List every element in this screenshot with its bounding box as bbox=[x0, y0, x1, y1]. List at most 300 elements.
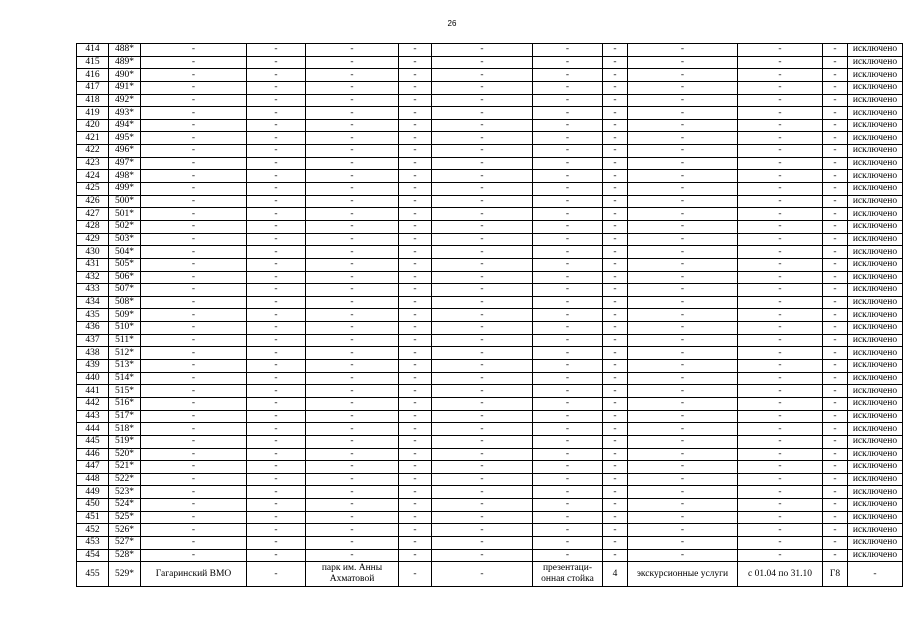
col6-cell: - bbox=[399, 44, 432, 57]
location-cell: - bbox=[306, 145, 399, 158]
status-cell: исключено bbox=[848, 132, 903, 145]
col6-cell: - bbox=[399, 258, 432, 271]
row-index: 452 bbox=[77, 524, 109, 537]
code-cell: - bbox=[823, 44, 848, 57]
count-cell: - bbox=[603, 473, 628, 486]
location-cell: - bbox=[306, 448, 399, 461]
code-cell: - bbox=[823, 271, 848, 284]
location-cell: - bbox=[306, 461, 399, 474]
col7-cell: - bbox=[432, 208, 533, 221]
status-cell: исключено bbox=[848, 145, 903, 158]
code-cell: - bbox=[823, 524, 848, 537]
row-index: 443 bbox=[77, 410, 109, 423]
col6-cell: - bbox=[399, 524, 432, 537]
service-cell: - bbox=[628, 258, 738, 271]
col6-cell: - bbox=[399, 208, 432, 221]
status-cell: исключено bbox=[848, 208, 903, 221]
col4-cell: - bbox=[247, 562, 306, 587]
col4-cell: - bbox=[247, 208, 306, 221]
object-type-cell: - bbox=[533, 246, 603, 259]
col6-cell: - bbox=[399, 81, 432, 94]
code-cell: - bbox=[823, 385, 848, 398]
col7-cell: - bbox=[432, 524, 533, 537]
row-index: 451 bbox=[77, 511, 109, 524]
row-index: 444 bbox=[77, 423, 109, 436]
object-type-cell: - bbox=[533, 284, 603, 297]
count-cell: - bbox=[603, 360, 628, 373]
table-row bbox=[77, 258, 903, 271]
service-cell: - bbox=[628, 473, 738, 486]
row-index: 433 bbox=[77, 284, 109, 297]
col4-cell: - bbox=[247, 448, 306, 461]
location-cell: - bbox=[306, 347, 399, 360]
row-index: 436 bbox=[77, 322, 109, 335]
object-type-cell: - bbox=[533, 486, 603, 499]
period-cell: - bbox=[738, 296, 823, 309]
district-cell: - bbox=[141, 511, 247, 524]
count-cell: - bbox=[603, 145, 628, 158]
location-cell: - bbox=[306, 334, 399, 347]
status-cell: исключено bbox=[848, 397, 903, 410]
row-index: 446 bbox=[77, 448, 109, 461]
table-row bbox=[77, 132, 903, 145]
col7-cell: - bbox=[432, 347, 533, 360]
service-cell: - bbox=[628, 397, 738, 410]
table-row bbox=[77, 170, 903, 183]
col4-cell: - bbox=[247, 549, 306, 562]
code-cell: - bbox=[823, 397, 848, 410]
service-cell: - bbox=[628, 183, 738, 196]
count-cell: - bbox=[603, 461, 628, 474]
row-index: 427 bbox=[77, 208, 109, 221]
status-cell: исключено bbox=[848, 183, 903, 196]
code-cell: - bbox=[823, 486, 848, 499]
service-cell: - bbox=[628, 56, 738, 69]
object-type-cell: - bbox=[533, 360, 603, 373]
location-cell: - bbox=[306, 220, 399, 233]
object-type-cell: - bbox=[533, 56, 603, 69]
service-cell: - bbox=[628, 536, 738, 549]
row-index: 422 bbox=[77, 145, 109, 158]
col4-cell: - bbox=[247, 385, 306, 398]
district-cell: - bbox=[141, 322, 247, 335]
count-cell: - bbox=[603, 44, 628, 57]
col7-cell: - bbox=[432, 220, 533, 233]
district-cell: - bbox=[141, 372, 247, 385]
col4-cell: - bbox=[247, 347, 306, 360]
col4-cell: - bbox=[247, 536, 306, 549]
row-number: 494* bbox=[109, 119, 141, 132]
row-number: 502* bbox=[109, 220, 141, 233]
district-cell: - bbox=[141, 107, 247, 120]
col7-cell: - bbox=[432, 511, 533, 524]
district-cell: - bbox=[141, 132, 247, 145]
count-cell: - bbox=[603, 486, 628, 499]
status-cell: исключено bbox=[848, 119, 903, 132]
district-cell: - bbox=[141, 157, 247, 170]
district-cell: - bbox=[141, 296, 247, 309]
location-cell: - bbox=[306, 132, 399, 145]
col6-cell: - bbox=[399, 94, 432, 107]
col7-cell: - bbox=[432, 132, 533, 145]
table-row bbox=[77, 44, 903, 57]
location-cell: - bbox=[306, 423, 399, 436]
object-type-cell: - bbox=[533, 410, 603, 423]
row-number: 521* bbox=[109, 461, 141, 474]
col4-cell: - bbox=[247, 284, 306, 297]
status-cell: исключено bbox=[848, 372, 903, 385]
service-cell: - bbox=[628, 132, 738, 145]
district-cell: - bbox=[141, 524, 247, 537]
status-cell: исключено bbox=[848, 549, 903, 562]
location-cell: - bbox=[306, 157, 399, 170]
col7-cell: - bbox=[432, 385, 533, 398]
col4-cell: - bbox=[247, 56, 306, 69]
col4-cell: - bbox=[247, 119, 306, 132]
row-index: 420 bbox=[77, 119, 109, 132]
row-index: 416 bbox=[77, 69, 109, 82]
district-cell: - bbox=[141, 499, 247, 512]
district-cell: - bbox=[141, 195, 247, 208]
code-cell: - bbox=[823, 170, 848, 183]
status-cell: исключено bbox=[848, 322, 903, 335]
col4-cell: - bbox=[247, 309, 306, 322]
col7-cell: - bbox=[432, 284, 533, 297]
status-cell: исключено bbox=[848, 284, 903, 297]
location-cell: - bbox=[306, 195, 399, 208]
col7-cell: - bbox=[432, 435, 533, 448]
count-cell: - bbox=[603, 119, 628, 132]
col7-cell: - bbox=[432, 271, 533, 284]
table-row bbox=[77, 334, 903, 347]
district-cell: - bbox=[141, 448, 247, 461]
period-cell: - bbox=[738, 132, 823, 145]
col7-cell: - bbox=[432, 107, 533, 120]
location-cell: - bbox=[306, 397, 399, 410]
table-row bbox=[77, 309, 903, 322]
col7-cell: - bbox=[432, 322, 533, 335]
code-cell: - bbox=[823, 536, 848, 549]
col4-cell: - bbox=[247, 233, 306, 246]
code-cell: - bbox=[823, 511, 848, 524]
count-cell: - bbox=[603, 499, 628, 512]
district-cell: - bbox=[141, 347, 247, 360]
district-cell: - bbox=[141, 145, 247, 158]
service-cell: - bbox=[628, 296, 738, 309]
code-cell: - bbox=[823, 56, 848, 69]
object-type-cell: - bbox=[533, 385, 603, 398]
period-cell: - bbox=[738, 486, 823, 499]
row-index: 448 bbox=[77, 473, 109, 486]
row-number: 495* bbox=[109, 132, 141, 145]
col7-cell: - bbox=[432, 549, 533, 562]
col6-cell: - bbox=[399, 448, 432, 461]
period-cell: - bbox=[738, 360, 823, 373]
row-number: 510* bbox=[109, 322, 141, 335]
period-cell: - bbox=[738, 271, 823, 284]
code-cell: - bbox=[823, 208, 848, 221]
period-cell: - bbox=[738, 347, 823, 360]
table-row bbox=[77, 107, 903, 120]
service-cell: экскурсионные услуги bbox=[628, 562, 738, 587]
col4-cell: - bbox=[247, 157, 306, 170]
period-cell: - bbox=[738, 119, 823, 132]
code-cell: - bbox=[823, 69, 848, 82]
district-cell: - bbox=[141, 549, 247, 562]
object-type-cell: - bbox=[533, 549, 603, 562]
count-cell: - bbox=[603, 309, 628, 322]
location-cell: - bbox=[306, 81, 399, 94]
col7-cell: - bbox=[432, 410, 533, 423]
table-row bbox=[77, 296, 903, 309]
table-row bbox=[77, 410, 903, 423]
count-cell: - bbox=[603, 347, 628, 360]
count-cell: - bbox=[603, 296, 628, 309]
object-type-cell: - bbox=[533, 372, 603, 385]
location-cell: - bbox=[306, 56, 399, 69]
row-number: 512* bbox=[109, 347, 141, 360]
code-cell: - bbox=[823, 246, 848, 259]
object-type-cell: - bbox=[533, 423, 603, 436]
location-cell: - bbox=[306, 44, 399, 57]
service-cell: - bbox=[628, 372, 738, 385]
row-number: 514* bbox=[109, 372, 141, 385]
service-cell: - bbox=[628, 94, 738, 107]
count-cell: - bbox=[603, 536, 628, 549]
col4-cell: - bbox=[247, 107, 306, 120]
status-cell: исключено bbox=[848, 170, 903, 183]
col4-cell: - bbox=[247, 94, 306, 107]
col7-cell: - bbox=[432, 183, 533, 196]
col6-cell: - bbox=[399, 233, 432, 246]
object-type-cell: - bbox=[533, 334, 603, 347]
object-type-cell: - bbox=[533, 258, 603, 271]
count-cell: - bbox=[603, 448, 628, 461]
col4-cell: - bbox=[247, 410, 306, 423]
period-cell: - bbox=[738, 284, 823, 297]
object-type-cell: - bbox=[533, 499, 603, 512]
object-type-cell: - bbox=[533, 397, 603, 410]
row-number: 508* bbox=[109, 296, 141, 309]
object-type-cell: - bbox=[533, 435, 603, 448]
object-type-cell: - bbox=[533, 81, 603, 94]
table-row bbox=[77, 322, 903, 335]
row-number: 516* bbox=[109, 397, 141, 410]
col6-cell: - bbox=[399, 562, 432, 587]
col4-cell: - bbox=[247, 372, 306, 385]
count-cell: - bbox=[603, 511, 628, 524]
col4-cell: - bbox=[247, 435, 306, 448]
status-cell: исключено bbox=[848, 536, 903, 549]
location-cell: - bbox=[306, 119, 399, 132]
service-cell: - bbox=[628, 195, 738, 208]
district-cell: - bbox=[141, 397, 247, 410]
district-cell: - bbox=[141, 486, 247, 499]
period-cell: - bbox=[738, 220, 823, 233]
location-cell: - bbox=[306, 94, 399, 107]
col7-cell: - bbox=[432, 360, 533, 373]
col6-cell: - bbox=[399, 246, 432, 259]
row-index: 425 bbox=[77, 183, 109, 196]
count-cell: - bbox=[603, 208, 628, 221]
row-number: 522* bbox=[109, 473, 141, 486]
district-cell: - bbox=[141, 44, 247, 57]
object-type-cell: - bbox=[533, 44, 603, 57]
table-row-last bbox=[77, 562, 903, 587]
period-cell: - bbox=[738, 94, 823, 107]
service-cell: - bbox=[628, 157, 738, 170]
status-cell: исключено bbox=[848, 360, 903, 373]
status-cell: исключено bbox=[848, 233, 903, 246]
period-cell: - bbox=[738, 334, 823, 347]
row-number: 498* bbox=[109, 170, 141, 183]
col7-cell: - bbox=[432, 170, 533, 183]
district-cell: - bbox=[141, 536, 247, 549]
period-cell: - bbox=[738, 246, 823, 259]
status-cell: исключено bbox=[848, 435, 903, 448]
col7-cell: - bbox=[432, 486, 533, 499]
count-cell: - bbox=[603, 94, 628, 107]
row-number: 503* bbox=[109, 233, 141, 246]
count-cell: - bbox=[603, 170, 628, 183]
col6-cell: - bbox=[399, 334, 432, 347]
col4-cell: - bbox=[247, 132, 306, 145]
object-type-cell: - bbox=[533, 473, 603, 486]
col6-cell: - bbox=[399, 195, 432, 208]
col6-cell: - bbox=[399, 309, 432, 322]
page-number: 26 bbox=[447, 19, 457, 28]
col4-cell: - bbox=[247, 170, 306, 183]
district-cell: - bbox=[141, 208, 247, 221]
status-cell: исключено bbox=[848, 385, 903, 398]
code-cell: - bbox=[823, 183, 848, 196]
object-type-cell: - bbox=[533, 347, 603, 360]
row-index: 439 bbox=[77, 360, 109, 373]
object-type-cell: - bbox=[533, 536, 603, 549]
col4-cell: - bbox=[247, 246, 306, 259]
count-cell: - bbox=[603, 246, 628, 259]
row-number: 506* bbox=[109, 271, 141, 284]
object-type-cell: - bbox=[533, 322, 603, 335]
table-row bbox=[77, 448, 903, 461]
row-number: 519* bbox=[109, 435, 141, 448]
code-cell: - bbox=[823, 195, 848, 208]
period-cell: - bbox=[738, 536, 823, 549]
col6-cell: - bbox=[399, 220, 432, 233]
col7-cell: - bbox=[432, 233, 533, 246]
table-row bbox=[77, 360, 903, 373]
location-cell: - bbox=[306, 511, 399, 524]
col7-cell: - bbox=[432, 69, 533, 82]
code-cell: - bbox=[823, 448, 848, 461]
district-cell: - bbox=[141, 423, 247, 436]
code-cell: - bbox=[823, 157, 848, 170]
count-cell: - bbox=[603, 372, 628, 385]
col6-cell: - bbox=[399, 486, 432, 499]
col6-cell: - bbox=[399, 119, 432, 132]
col4-cell: - bbox=[247, 322, 306, 335]
code-cell: - bbox=[823, 119, 848, 132]
col7-cell: - bbox=[432, 157, 533, 170]
period-cell: - bbox=[738, 448, 823, 461]
period-cell: - bbox=[738, 107, 823, 120]
col7-cell: - bbox=[432, 145, 533, 158]
table-row bbox=[77, 183, 903, 196]
col7-cell: - bbox=[432, 195, 533, 208]
col6-cell: - bbox=[399, 145, 432, 158]
location-cell: - bbox=[306, 499, 399, 512]
period-cell: - bbox=[738, 258, 823, 271]
table-row bbox=[77, 220, 903, 233]
table-row bbox=[77, 208, 903, 221]
code-cell: - bbox=[823, 435, 848, 448]
status-cell: исключено bbox=[848, 473, 903, 486]
object-type-cell: - bbox=[533, 69, 603, 82]
location-cell: - bbox=[306, 258, 399, 271]
status-cell: исключено bbox=[848, 56, 903, 69]
location-cell: - bbox=[306, 486, 399, 499]
location-cell: - bbox=[306, 246, 399, 259]
row-number: 488* bbox=[109, 44, 141, 57]
row-index: 414 bbox=[77, 44, 109, 57]
col4-cell: - bbox=[247, 461, 306, 474]
period-cell: - bbox=[738, 44, 823, 57]
col7-cell: - bbox=[432, 448, 533, 461]
row-index: 453 bbox=[77, 536, 109, 549]
service-cell: - bbox=[628, 435, 738, 448]
location-cell: - bbox=[306, 435, 399, 448]
period-cell: с 01.04 по 31.10 bbox=[738, 562, 823, 587]
status-cell: исключено bbox=[848, 524, 903, 537]
status-cell: исключено bbox=[848, 511, 903, 524]
code-cell: - bbox=[823, 372, 848, 385]
row-index: 441 bbox=[77, 385, 109, 398]
object-type-cell: - bbox=[533, 461, 603, 474]
row-number: 501* bbox=[109, 208, 141, 221]
period-cell: - bbox=[738, 309, 823, 322]
count-cell: - bbox=[603, 69, 628, 82]
col7-cell: - bbox=[432, 119, 533, 132]
period-cell: - bbox=[738, 473, 823, 486]
service-cell: - bbox=[628, 119, 738, 132]
col6-cell: - bbox=[399, 170, 432, 183]
col4-cell: - bbox=[247, 473, 306, 486]
count-cell: - bbox=[603, 56, 628, 69]
col7-cell: - bbox=[432, 499, 533, 512]
col4-cell: - bbox=[247, 220, 306, 233]
col6-cell: - bbox=[399, 372, 432, 385]
district-cell: - bbox=[141, 258, 247, 271]
code-cell: - bbox=[823, 81, 848, 94]
col4-cell: - bbox=[247, 69, 306, 82]
status-cell: исключено bbox=[848, 410, 903, 423]
row-number: 504* bbox=[109, 246, 141, 259]
period-cell: - bbox=[738, 56, 823, 69]
table-row bbox=[77, 486, 903, 499]
row-index: 449 bbox=[77, 486, 109, 499]
period-cell: - bbox=[738, 69, 823, 82]
location-cell: - bbox=[306, 410, 399, 423]
table-row bbox=[77, 195, 903, 208]
col6-cell: - bbox=[399, 107, 432, 120]
row-number: 491* bbox=[109, 81, 141, 94]
object-type-cell: - bbox=[533, 195, 603, 208]
period-cell: - bbox=[738, 81, 823, 94]
count-cell: - bbox=[603, 435, 628, 448]
object-type-cell: - bbox=[533, 233, 603, 246]
period-cell: - bbox=[738, 397, 823, 410]
count-cell: - bbox=[603, 322, 628, 335]
